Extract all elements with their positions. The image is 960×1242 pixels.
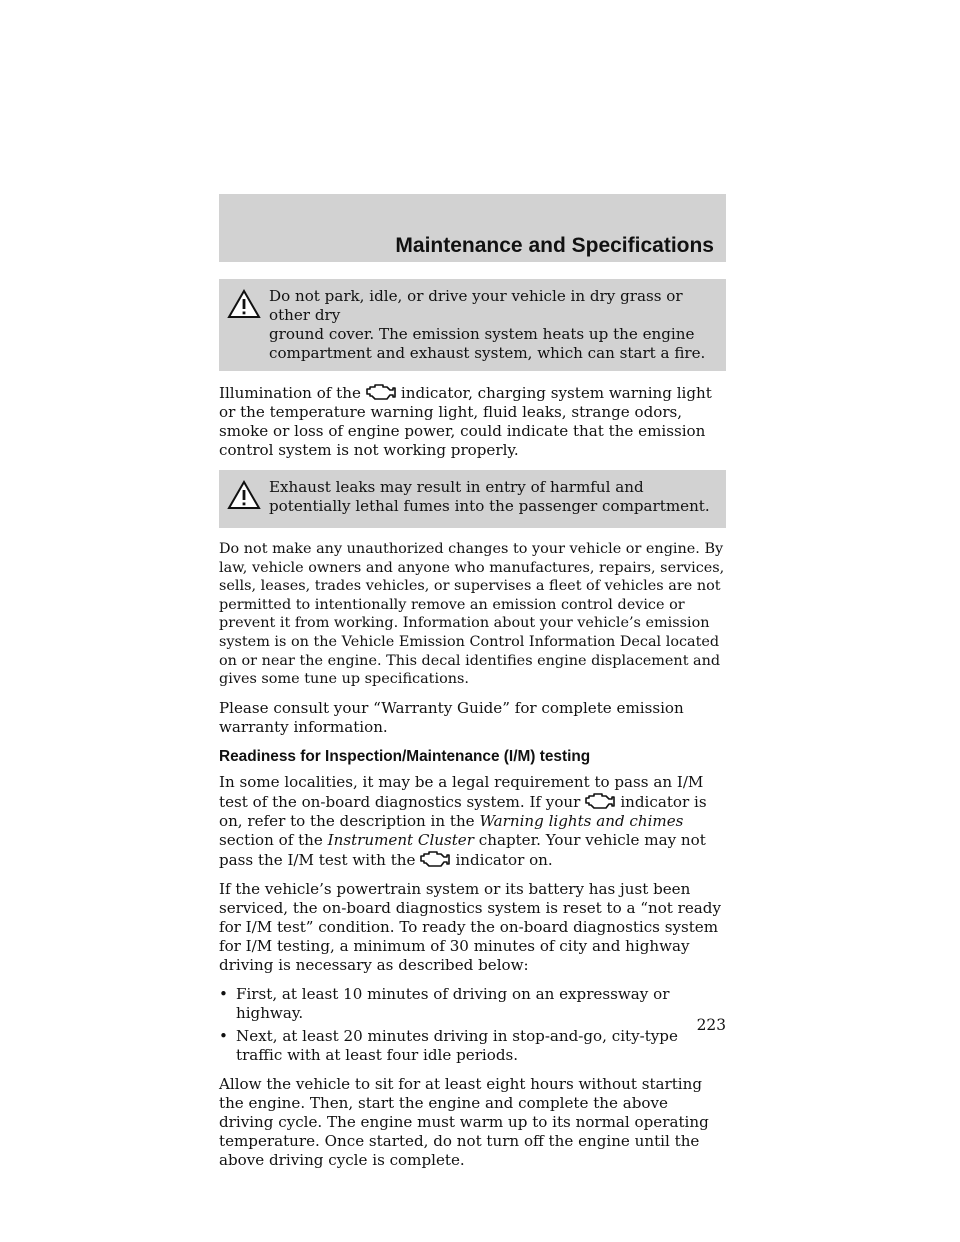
check-engine-icon xyxy=(419,850,451,868)
section-heading: Readiness for Inspection/Maintenance (I/M) testing xyxy=(219,747,591,765)
paragraph-warranty: Please consult your “Warranty Guide” for complete emission warranty information. xyxy=(219,698,684,736)
bullet-list xyxy=(219,985,726,1065)
warning-text: Exhaust leaks may result in entry of harmful and potentially lethal fumes into the passenger compartment. xyxy=(269,478,710,515)
warning-text-line1: Do not park, idle, or drive your vehicle in dry grass or other dry xyxy=(269,287,683,324)
reference-warning-lights: Warning lights and chimes xyxy=(479,811,684,830)
text-segment: indicator is on, refer to the description in the xyxy=(219,792,707,830)
warning-box-fire xyxy=(219,279,726,371)
text-segment: section of the xyxy=(219,830,323,849)
text-segment: indicator on. xyxy=(455,850,553,869)
section-header-band xyxy=(219,194,726,262)
section-title: Maintenance and Specifications xyxy=(395,234,714,257)
page-content xyxy=(219,279,726,1180)
check-engine-icon xyxy=(365,383,397,401)
text-segment: chapter. Your vehicle may not pass the I/M test with the xyxy=(219,830,706,869)
reference-instrument-cluster: Instrument Cluster xyxy=(327,830,474,849)
warning-text-rest: ground cover. The emission system heats up the engine compartment and exhaust system, which can start a fire. xyxy=(269,325,706,362)
paragraph-driving-cycle: Allow the vehicle to sit for at least eight hours without starting the engine. Then, start the engine and complete the above driving cycle. The engine must warm up to its normal operating temperature. Once started, do not turn off the engine until the above driving cycle is complete. xyxy=(219,1074,709,1169)
page-number: 223 xyxy=(696,1016,726,1034)
warning-triangle-icon xyxy=(227,480,261,510)
text-segment: indicator, charging system warning light or the temperature warning light, fluid leaks, strange odors, smoke or loss of engine power, could indicate that the emission control system is not working properly. xyxy=(219,384,712,459)
list-item-text: First, at least 10 minutes of driving on an expressway or highway. xyxy=(236,984,670,1022)
paragraph-illumination xyxy=(219,383,726,460)
warning-box-exhaust xyxy=(219,470,726,528)
list-item-text: Next, at least 20 minutes driving in stop-and-go, city-type traffic with at least four idle periods. xyxy=(236,1026,678,1064)
paragraph-unauthorized-changes: Do not make any unauthorized changes to your vehicle or engine. By law, vehicle owners and anyone who manufactures, repairs, services, sells, leases, trades vehicles, or supervises a fleet of vehicles are not permitted to intentionally remove an emission control device or prevent it from working. Information about your vehicle’s emission system is on the Vehicle Emission Control Information Decal located on or near the engine. This decal identifies engine displacement and gives some tune up specifications. xyxy=(219,541,725,688)
list-item xyxy=(219,985,726,1023)
bullet-icon: • xyxy=(219,984,228,1003)
list-item xyxy=(219,1027,726,1065)
warning-triangle-icon xyxy=(227,289,261,319)
bullet-icon: • xyxy=(219,1026,228,1045)
text-segment: In some localities, it may be a legal requirement to pass an I/M test of the on-board diagnostics system. If your xyxy=(219,772,704,811)
text-segment: Illumination of the xyxy=(219,384,361,402)
paragraph-im-test xyxy=(219,773,726,870)
paragraph-powertrain-reset: If the vehicle’s powertrain system or its battery has just been serviced, the on-board diagnostics system is reset to a “not ready for I/M test” condition. To ready the on-board diagnostics system for I/M testing, a minimum of 30 minutes of city and highway driving is necessary as described below: xyxy=(219,879,721,974)
check-engine-icon xyxy=(584,792,616,810)
